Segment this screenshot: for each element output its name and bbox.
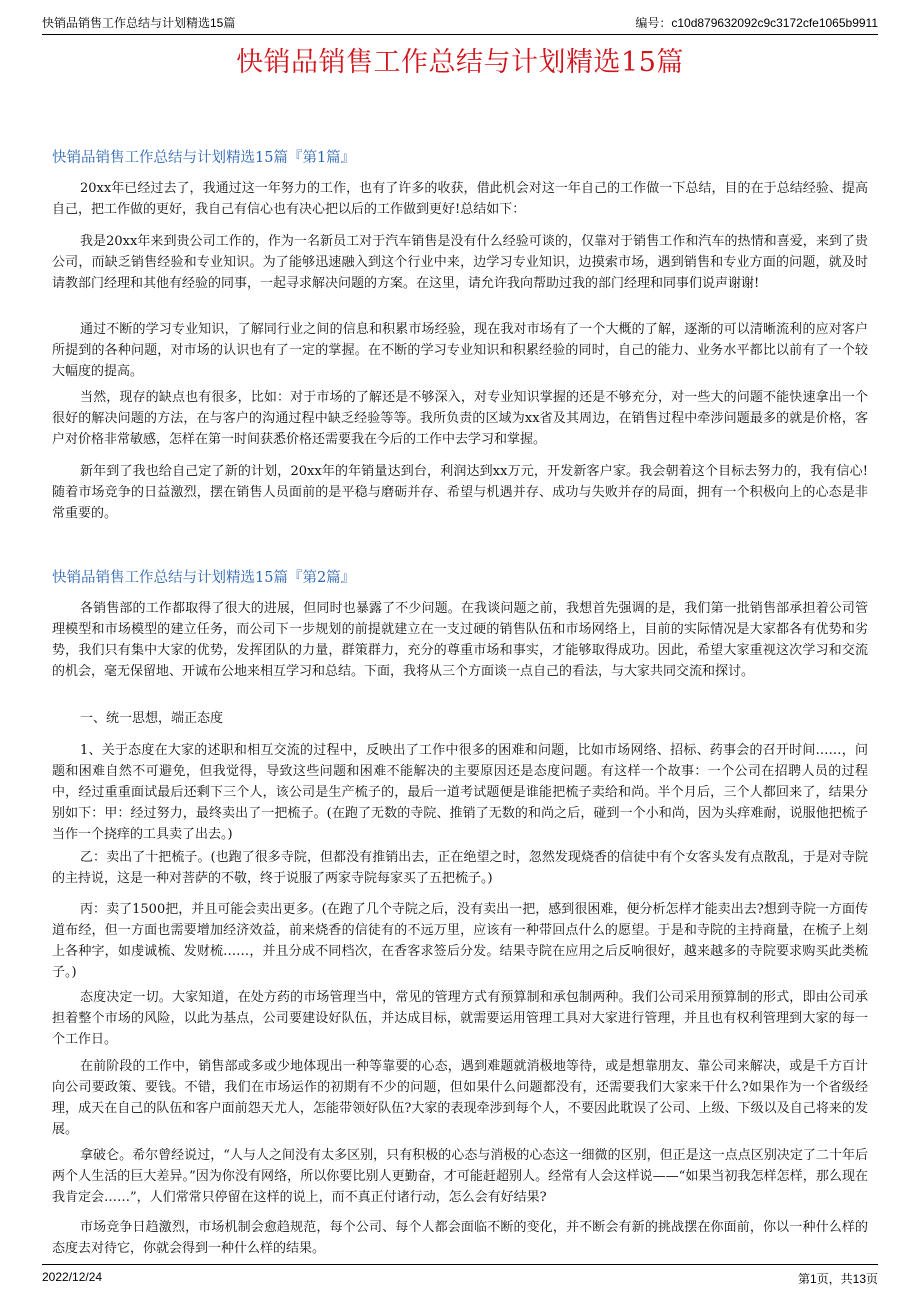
paragraph: 在前阶段的工作中，销售部或多或少地体现出一种等靠要的心态，遇到难题就消极地等待，或是想靠朋友、靠公司来解决，或是千方百计向公司要政策、要钱。不错，我们在市场运作的初期有不少的问题，但如果什么问题都没有，还需要我们大家来干什么?如果作为一个省级经理，成天在自己的队伍和客户面前怨天尤人，怎能带领好队伍?大家的表现牵涉到每个人，不要因此耽误了公司、上级、下级以及自己将来的发展。 <box>52 1059 868 1137</box>
paragraph: 乙：卖出了十把梳子。(也跑了很多寺院，但都没有推销出去，正在绝望之时，忽然发现烧香的信徒中有个女客头发有点散乱，于是对寺院的主持说，这是一种对菩萨的不敬，终于说服了两家寺院每家买了五把梳子。) <box>52 850 868 886</box>
paragraph: 20xx年已经过去了，我通过这一年努力的工作，也有了许多的收获，借此机会对这一年自己的工作做一下总结，目的在于总结经验、提高自己，把工作做的更好，我自己有信心也有决心把以后的工作做到更好!总结如下： <box>52 181 868 217</box>
paragraph: 1、关于态度在大家的述职和相互交流的过程中，反映出了工作中很多的困难和问题，比如市场网络、招标、药事会的召开时间……，问题和困难自然不可避免，但我觉得，导致这些问题和困难不能解决的主要原因还是态度问题。有这样一个故事：一个公司在招聘人员的过程中，经过重重面试最后还剩下三个人，该公司是生产梳子的，最后一道考试题便是谁能把梳子卖给和尚。半个月后，三个人都回来了，结果分别如下：甲：经过努力，最终卖出了一把梳子。(在跑了无数的寺院、推销了无数的和尚之后，碰到一个小和尚，因为头痒难耐，说服他把梳子当作一个挠痒的工具卖了出去。) <box>52 743 868 842</box>
header-doc-id: 编号：c10d879632092c9c3172cfe1065b9911 <box>635 16 878 30</box>
paragraph: 我是20xx年来到贵公司工作的，作为一名新员工对于汽车销售是没有什么经验可谈的，仅靠对于销售工作和汽车的热情和喜爱，来到了贵公司，而缺乏销售经验和专业知识。为了能够迅速融入到这个行业中来，边学习专业知识，边摸索市场，遇到销售和专业方面的问题，就及时请教部门经理和其他有经验的同事，一起寻求解决问题的方案。在这里，请允许我向帮助过我的部门经理和同事们说声谢谢! <box>52 234 868 291</box>
paragraph: 丙：卖了1500把，并且可能会卖出更多。(在跑了几个寺院之后，没有卖出一把，感到很困难，便分析怎样才能卖出去?想到寺院一方面传道布经，但一方面也需要增加经济效益，前来烧香的信徒有的不远万里，应该有一种带回点什么的愿望。于是和寺院的主持商量，在梳子上刻上各种字，如虔诚梳、发财梳……，并且分成不同档次，在香客求签后分发。结果寺院在应用之后反响很好，越来越多的寺院要求购买此类梳子。) <box>52 902 868 980</box>
paragraph: 当然，现存的缺点也有很多，比如：对于市场的了解还是不够深入，对专业知识掌握的还是不够充分，对一些大的问题不能快速拿出一个很好的解决问题的方法，在与客户的沟通过程中缺乏经验等等。我所负责的区域为xx省及其周边，在销售过程中牵涉问题最多的就是价格，客户对价格非常敏感，怎样在第一时间获悉价格还需要我在今后的工作中去学习和掌握。 <box>52 390 868 447</box>
section-heading-2: 快销品销售工作总结与计划精选15篇『第2篇』 <box>52 570 356 586</box>
section-heading-1: 快销品销售工作总结与计划精选15篇『第1篇』 <box>52 150 356 166</box>
paragraph: 拿破仑。希尔曾经说过，“人与人之间没有太多区别，只有积极的心态与消极的心态这一细微的区别，但正是这一点点区别决定了二十年后两个人生活的巨大差异。”因为你没有网络，所以你要比别人更勤奋，才可能赶超别人。经常有人会这样说——“如果当初我怎样怎样，那么现在我肯定会……”，人们常常只停留在这样的说上，而不真正付诸行动，怎么会有好结果? <box>52 1148 868 1205</box>
footer-date: 2022/12/24 <box>42 1270 103 1284</box>
paragraph: 市场竞争日趋激烈，市场机制会愈趋规范，每个公司、每个人都会面临不断的变化，并不断会有新的挑战摆在你面前，你以一种什么样的态度去对待它，你就会得到一种什么样的结果。 <box>52 1220 868 1256</box>
paragraph: 各销售部的工作都取得了很大的进展，但同时也暴露了不少问题。在我谈问题之前，我想首先强调的是，我们第一批销售部承担着公司管理模型和市场模型的建立任务，而公司下一步规划的前提就建立在一支过硬的销售队伍和市场网络上，目前的实际情况是大家都各有优势和劣势，我们只有集中大家的优势，发挥团队的力量，群策群力，充分的尊重市场和事实，才能够取得成功。因此，希望大家重视这次学习和交流的机会，毫无保留地、开诚布公地来相互学习和总结。下面，我将从三个方面谈一点自己的看法，与大家共同交流和探讨。 <box>52 601 868 679</box>
subheading: 一、统一思想，端正态度 <box>80 711 224 726</box>
paragraph: 通过不断的学习专业知识，了解同行业之间的信息和积累市场经验，现在我对市场有了一个大概的了解，逐渐的可以清晰流利的应对客户所提到的各种问题，对市场的认识也有了一定的掌握。在不断的学习专业知识和积累经验的同时，自己的能力、业务水平都比以前有了一个较大幅度的提高。 <box>52 322 868 379</box>
document-title: 快销品销售工作总结与计划精选15篇 <box>236 47 684 78</box>
page-footer <box>42 1264 878 1287</box>
page-header <box>42 10 878 35</box>
footer-page-number: 第1页，共13页 <box>797 1272 878 1286</box>
paragraph: 新年到了我也给自己定了新的计划，20xx年的年销量达到台，利润达到xx万元，开发新客户家。我会朝着这个目标去努力的，我有信心!随着市场竞争的日益激烈，摆在销售人员面前的是平稳与磨砺并存、希望与机遇并存、成功与失败并存的局面，拥有一个积极向上的心态是非常重要的。 <box>52 464 868 521</box>
paragraph: 态度决定一切。大家知道，在处方药的市场管理当中，常见的管理方式有预算制和承包制两种。我们公司采用预算制的形式，即由公司承担着整个市场的风险，以此为基点，公司要建设好队伍，并达成目标，就需要运用管理工具对大家进行管理，并且也有权利管理到大家的每一个工作日。 <box>52 990 868 1047</box>
header-doc-name: 快销品销售工作总结与计划精选15篇 <box>42 16 236 30</box>
